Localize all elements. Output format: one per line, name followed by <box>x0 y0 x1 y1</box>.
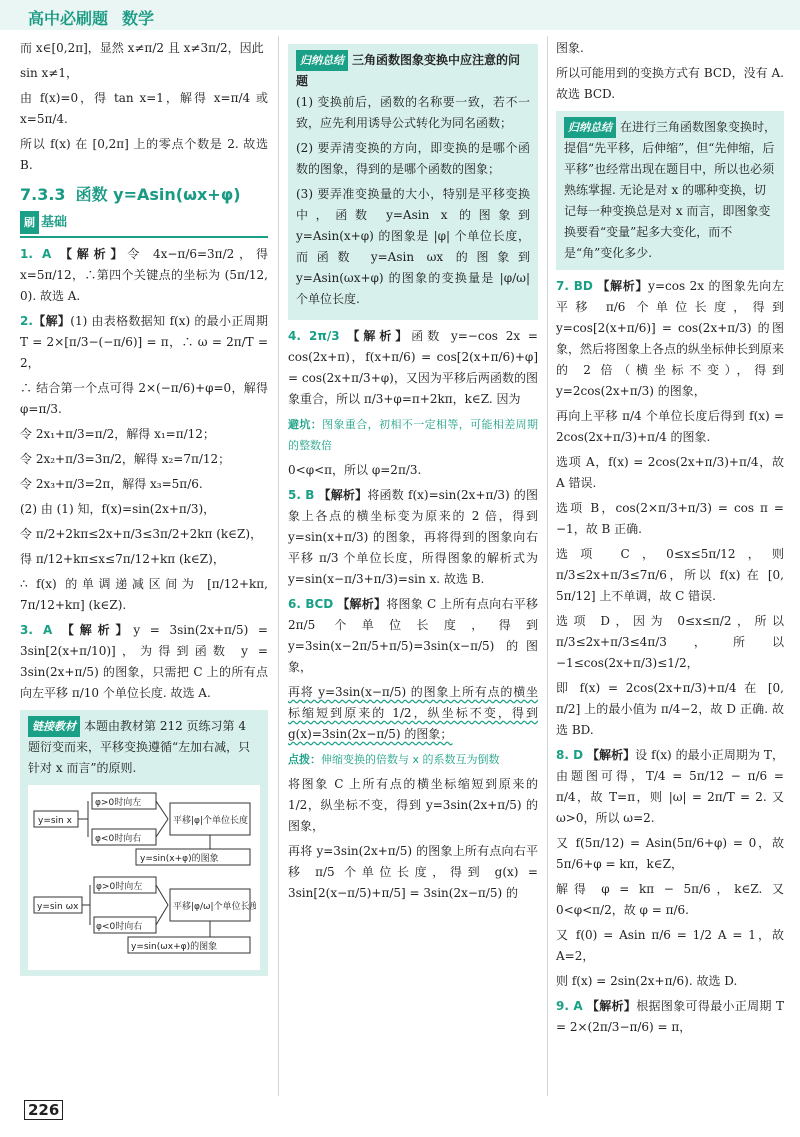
text-line: sin x≠1， <box>20 66 78 80</box>
page-number: 226 <box>24 1100 63 1120</box>
text-line: 而 x∈[0,2π]，显然 x≠π/2 且 x≠3π/2，因此 <box>20 41 264 55</box>
answer-item: 8. D 【解析】设 f(x) 的最小正周期为 T，由题图可得，T/4 = 5π/12 − π/6 = π/4，故 T=π，则 |ω| = 2π/T = 2. 又 ω>0，所以 ω=2. 又 f(5π/12) = Asin(5π/6+φ) = 0，故 5π/6+φ = kπ，k∈Z， 解得 φ = kπ − 5π/6，k∈Z. 又 0<φ<π/2，故 φ = π/6. 又 f(0) = Asin π/6 = 1/2 A = 1，故 A=2， 则 f(x) = 2sin(2x+π/6). 故选 D. <box>556 748 784 988</box>
column-right <box>556 38 784 1042</box>
transform-diagram <box>28 785 260 970</box>
answer-item: 6. BCD 【解析】将图象 C 上所有点向右平移 2π/5 个单位长度，得到 y=3sin(x−2π/5+π/5)=3sin(x−π/5) 的图象， 再将 y=3sin(x−π/5) 的图象上所有点的横坐标缩短到原来的 1/2，纵坐标不变，得到 g(x)=3sin(2x−π/5) 的图象； 点拨：伸缩变换的倍数与 x 的系数互为倒数 将图象 C 上所有点的横坐标缩短到原来的 1/2，纵坐标不变，得到 y=3sin(2x+π/5) 的图象， 再将 y=3sin(2x+π/5) 的图象上所有点向右平移 π/5 个单位长度，得到 g(x) = 3sin[2(x−π/5)+π/5] = 3sin(2x−π/5) 的 <box>288 597 538 900</box>
svg-text:y=sin x: y=sin x <box>38 816 72 826</box>
answer-item: 7. BD 【解析】y=cos 2x 的图象先向左平移 π/6 个单位长度，得到 y=cos[2(x+π/6)] = cos(2x+π/3) 的图象，然后将图象上各点的纵坐标伸长到原来的 2 倍（横坐标不变），得到 y=2cos(2x+π/3) 的图象， 再向上平移 π/4 个单位长度后得到 f(x) = 2cos(2x+π/3)+π/4 的图象. 选项 A，f(x) = 2cos(2x+π/3)+π/4，故 A 错误. 选项 B，cos(2×π/3+π/3) = cos π = −1，故 B 正确. 选项 C，0≤x≤5π/12，则 π/3≤2x+π/3≤7π/6，所以 f(x) 在 [0, 5π/12] 上不单调，故 C 错误. 选项 D，因为 0≤x≤π/2，所以 π/3≤2x+π/3≤4π/3，所以 −1≤cos(2x+π/3)≤1/2， 即 f(x) = 2cos(2x+π/3)+π/4 在 [0, π/2] 上的最小值为 π/4−2，故 D 正确. 故选 BD. <box>556 279 785 737</box>
answer-item: 4. 2π/3 【解析】函数 y=−cos 2x = cos(2x+π)，f(x+π/6) = cos[2(x+π/6)+φ] = cos(2x+π/3+φ)，又因为平移后两函数的图象重合，所以 π/3+φ=π+2kπ，k∈Z. 因为 避坑：图象重合，初相不一定相等，可能相差周期的整数倍 0<φ<π，所以 φ=2π/3. <box>288 329 539 477</box>
column-divider <box>278 36 279 1096</box>
link-label: 链接教材 <box>28 716 80 737</box>
svg-text:y=sin(ωx+φ)的图象: y=sin(ωx+φ)的图象 <box>131 942 218 952</box>
svg-text:φ<0时向右: φ<0时向右 <box>95 834 142 844</box>
text-line: 图象. <box>556 41 584 55</box>
summary-box: 归纳总结 在进行三角函数图象变换时，提倡“先平移，后伸缩”，但“先伸缩，后平移”也经常出现在题目中，所以也必须熟练掌握. 无论是对 x 的哪种变换，切记每一种变换总是对 x 而言，即图象变换要看“变量”起多大变化，而不是“角”变化多少. <box>556 111 784 270</box>
column-divider <box>547 36 548 1096</box>
svg-text:φ>0时向左: φ>0时向左 <box>96 882 143 892</box>
column-left <box>20 38 268 982</box>
svg-text:y=sin ωx: y=sin ωx <box>37 902 79 912</box>
divider <box>20 236 268 238</box>
svg-text:y=sin(x+φ)的图象: y=sin(x+φ)的图象 <box>140 854 219 864</box>
book-title: 高中必刷题 数学 <box>28 9 155 28</box>
answer-item: 3. A 【解析】y = 3sin(2x+π/5) = 3sin[2(x+π/10)]，为得到函数 y = 3sin(2x+π/5) 的图象，只需把 C 上的所有点向左平移 π/10 个单位长度. 故选 A. <box>20 623 268 700</box>
brush-icon: 刷 <box>20 211 39 234</box>
text-line: 由 f(x)=0，得 tan x=1，解得 x=π/4 或 x=5π/4. <box>20 91 268 126</box>
diagram-1 <box>34 793 250 865</box>
answer-item: 9. A 【解析】根据图象可得最小正周期 T = 2×(2π/3−π/6) = π， <box>556 999 784 1034</box>
answer-item: 5. B 【解析】将函数 f(x)=sin(2x+π/3) 的图象上各点的横坐标变为原来的 2 倍，得到 y=sin(x+π/3) 的图象，再将得到的图象向右平移 π/3 个单位长度，所得图象的解析式为 y=sin(x−π/3+π/3)=sin x. 故选 B. <box>288 488 538 586</box>
diagram-2 <box>34 877 256 953</box>
svg-text:φ<0时向右: φ<0时向右 <box>96 922 143 932</box>
svg-text:φ>0时向左: φ>0时向左 <box>95 798 142 808</box>
textbook-link-box: 链接教材 本题由教材第 212 页练习第 4 题衍变而来，平移变换遵循“左加右减，只针对 x 而言”的原则. y=sin x φ>0时向左 φ<0时向右 平移|φ|个单位长度 y=sin(x+φ)的图象 y=sin ωx φ>0时向左 φ<0时向右 平移|φ/ω|个单位长度 y=sin(ωx+φ)的图象 <box>20 710 268 976</box>
section-heading: 7.3.3 函数 y=Asin(ωx+φ) <box>20 185 241 204</box>
answer-item: 2.【解】(1) 由表格数据知 f(x) 的最小正周期 T = 2×[π/3−(−π/6)] = π，∴ ω = 2π/T = 2， ∴ 结合第一个点可得 2×(−π/6)+φ=0，解得 φ=π/3. 令 2x₁+π/3=π/2，解得 x₁=π/12； 令 2x₂+π/3=3π/2，解得 x₂=7π/12； 令 2x₃+π/3=2π，解得 x₃=5π/6. (2) 由 (1) 知，f(x)=sin(2x+π/3)， 令 π/2+2kπ≤2x+π/3≤3π/2+2kπ (k∈Z)， 得 π/12+kπ≤x≤7π/12+kπ (k∈Z)， ∴ f(x) 的单调递减区间为 [π/12+kπ, 7π/12+kπ] (k∈Z). <box>20 314 268 612</box>
svg-text:平移|φ|个单位长度: 平移|φ|个单位长度 <box>173 816 249 826</box>
summary-label: 归纳总结 <box>564 117 616 138</box>
svg-text:平移|φ/ω|个单位长度: 平移|φ/ω|个单位长度 <box>173 902 256 912</box>
page-header <box>0 0 800 30</box>
summary-label: 归纳总结 <box>296 50 348 71</box>
answer-item: 1. A 【解析】令 4x−π/6=3π/2，得 x=5π/12，∴第四个关键点的坐标为 (5π/12, 0). 故选 A. <box>20 247 268 303</box>
basics-label: 刷 基础 <box>20 211 268 234</box>
text-line: 所以 f(x) 在 [0,2π] 上的零点个数是 2. 故选 B. <box>20 137 268 172</box>
text-line: 所以可能用到的变换方式有 BCD，没有 A. 故选 BCD. <box>556 66 784 101</box>
column-middle <box>288 38 538 908</box>
summary-box: 归纳总结 三角函数图象变换中应注意的问题 (1) 变换前后，函数的名称要一致，若不一致，应先利用诱导公式转化为同名函数； (2) 要弄清变换的方向，即变换的是哪个函数的图象，得到的是哪个函数的图象； (3) 要弄准变换量的大小，特别是平移变换中，函数 y=Asin x 的图象到 y=Asin(x+φ) 的图象是 |φ| 个单位长度，而函数 y=Asin ωx 的图象到 y=Asin(ωx+φ) 的图象的变换量是 |φ/ω| 个单位长度. <box>288 44 538 320</box>
